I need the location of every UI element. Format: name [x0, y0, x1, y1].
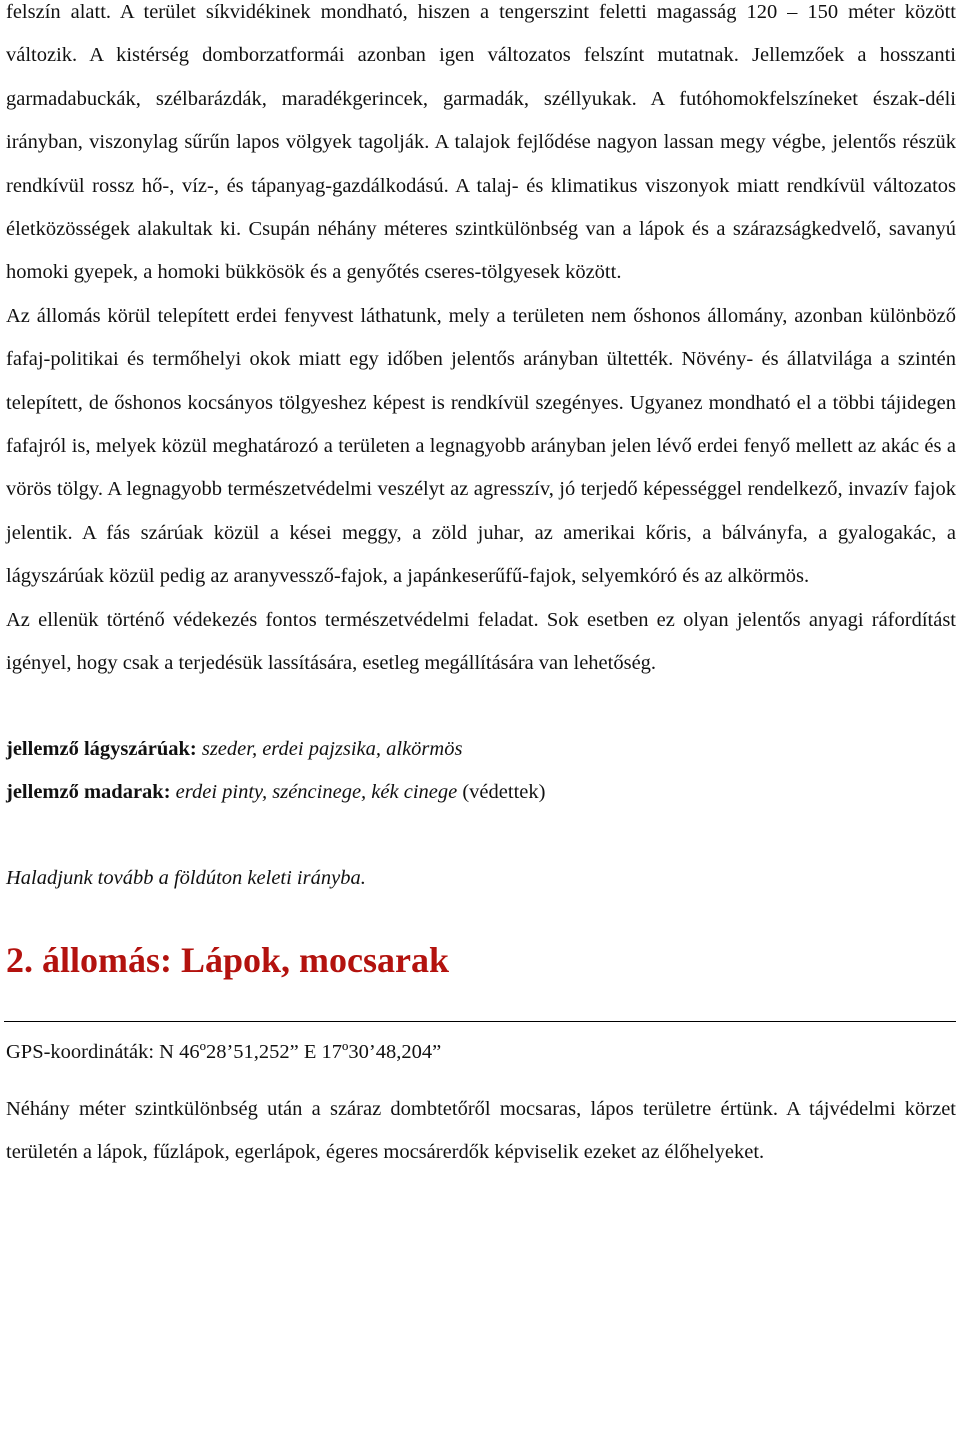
station-heading: 2. állomás: Lápok, mocsarak — [6, 939, 450, 980]
paragraph-wetlands: Néhány méter szintkülönbség után a száraz dombtetőről mocsaras, lápos területre értünk. A tájvédelmi körzet területén a lápok, fűzlápok, egerlápok, égeres mocsárerdők képviselik ezeket az élőhelyeket. — [6, 1097, 956, 1163]
paragraph-terrain: felszín alatt. A terület síkvidékinek mondható, hiszen a tengerszint feletti magasság 120 – 150 méter között változik. A kistérség domborzatformái azonban igen változatos felszínt mutatnak. Jellemzőek a hosszanti garmadabuckák, szélbarázdák, maradékgerincek, garmadák, széllyukak. A futóhomokfelszíneket észak-déli irányban, viszonylag sűrűn lapos völgyek tagolják. A talajok fejlődése nagyon lassan megy végbe, jelentős részük rendkívül rossz hő-, víz-, és tápanyag-gazdálkodású. A talaj- és klimatikus viszonyok miatt rendkívül változatos életközösségek alakultak ki. Csupán néhány méteres szintkülönbség van a lápok és a szárazságkedvelő, savanyú homoki gyepek, a homoki bükkösök és a genyőtés cseres-tölgyesek között. — [6, 1, 956, 284]
typical-birds-line — [6, 771, 956, 814]
paragraph-protection: Az ellenük történő védekezés fontos természetvédelmi feladat. Sok esetben ez olyan jelentős anyagi ráfordítást igényel, hogy csak a terjedésük lassítására, esetleg megállítására van lehetőség. — [6, 608, 956, 675]
heading-divider — [4, 1021, 956, 1022]
spacer — [6, 686, 956, 728]
typical-birds-value: erdei pinty, széncinege, kék cinege — [175, 780, 458, 803]
typical-plants-label: jellemző lágyszárúak: — [6, 737, 197, 760]
typical-plants-line — [6, 728, 956, 771]
typical-birds-label: jellemző madarak: — [6, 780, 171, 803]
spacer — [6, 814, 956, 857]
typical-birds-note: (védettek) — [462, 780, 546, 803]
typical-plants-value: szeder, erdei pajzsika, alkörmös — [201, 737, 463, 760]
direction-instruction: Haladjunk tovább a földúton keleti irányba. — [6, 866, 366, 889]
paragraph-pine-forest: Az állomás körül telepített erdei fenyvest láthatunk, mely a területen nem őshonos állomány, azonban különböző fafaj-politikai és termőhelyi okok miatt egy időben jelentős arányban ültették. Növény- és állatvilága a szintén telepített, de őshonos kocsányos tölgyeshez képest is rendkívül szegényes. Ugyanez mondható el a többi tájidegen fafajról is, melyek közül meghatározó a területen a legnagyobb arányban jelen lévő erdei fenyő mellett az akác és a vörös tölgy. A legnagyobb természetvédelmi veszélyt az agresszív, jó terjedő képességgel rendelkező, invazív fajok jelentik. A fás szárúak közül a kései meggy, a zöld juhar, az amerikai kőris, a bálványfa, a gyalogakác, a lágyszárúak közül pedig az aranyvessző-fajok, a japánkeserűfű-fajok, selyemkóró és az alkörmös. — [6, 304, 956, 588]
gps-coordinates: GPS-koordináták: N 46º28’51,252” E 17º30’48,204” — [6, 1040, 442, 1063]
